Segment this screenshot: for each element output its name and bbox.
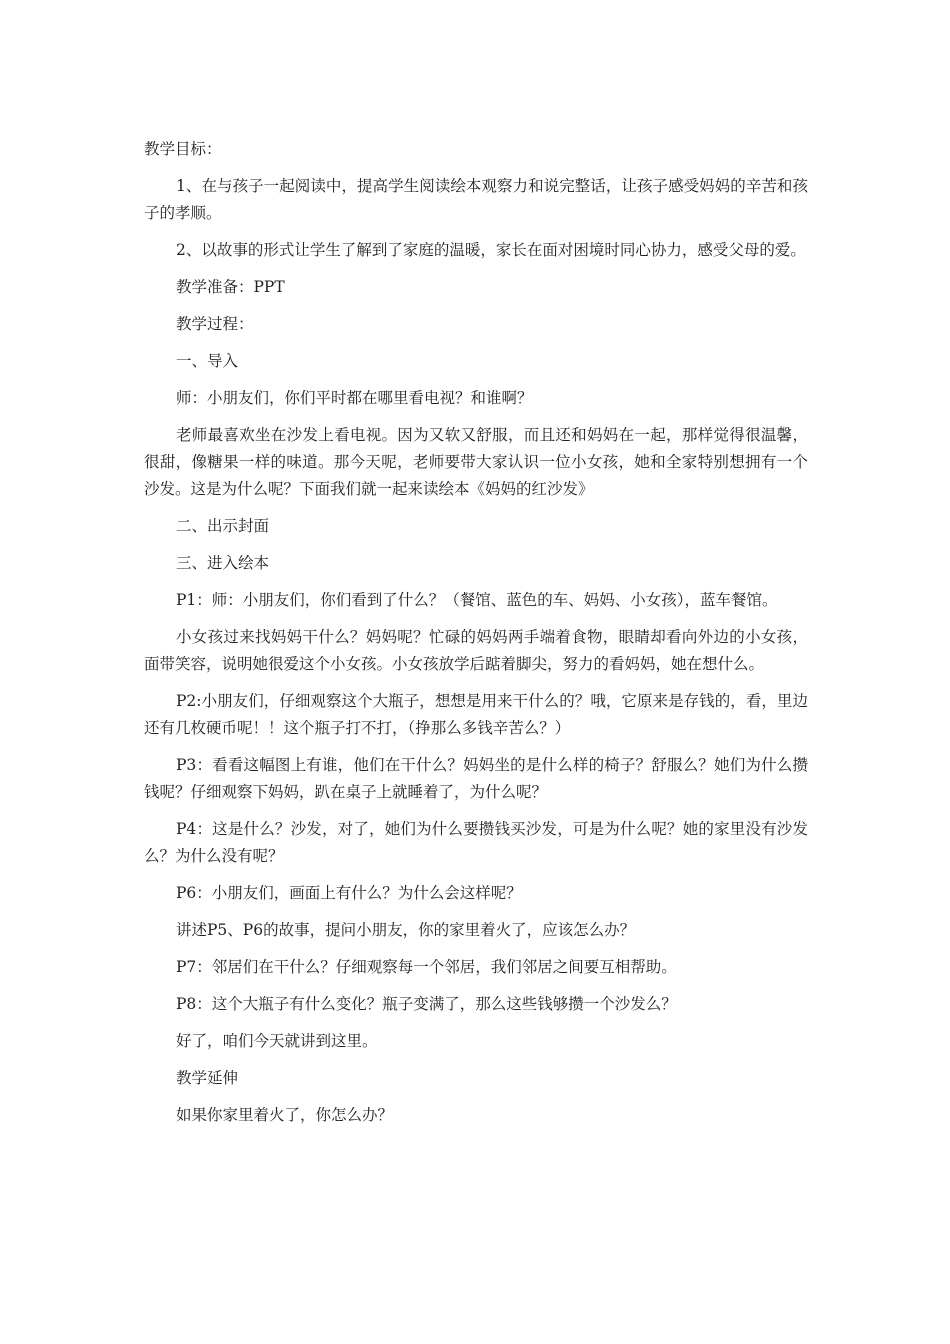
paragraph-p7: P7：邻居们在干什么？仔细观察每一个邻居，我们邻居之间要互相帮助。 [176, 958, 677, 976]
paragraph-p8: P8：这个大瓶子有什么变化？瓶子变满了，那么这些钱够攒一个沙发么？ [176, 995, 677, 1013]
section-teaching-extension: 教学延伸 [176, 1069, 239, 1087]
paragraph-teaching-process: 教学过程： [176, 315, 254, 333]
paragraph-p3: P3：看看这幅图上有谁，他们在干什么？妈妈坐的是什么样的椅子？舒服么？她们为什么攒钱呢？仔细观察下妈妈，趴在桌子上就睡着了，为什么呢？ [144, 756, 808, 801]
paragraph-teaching-prep: 教学准备：PPT [176, 278, 285, 296]
paragraph-goal-1: 1、在与孩子一起阅读中，提高学生阅读绘本观察力和说完整话，让孩子感受妈妈的辛苦和孩子的孝顺。 [144, 177, 808, 222]
paragraph-extension-question: 如果你家里着火了，你怎么办？ [176, 1106, 394, 1124]
paragraph-intro-story: 老师最喜欢坐在沙发上看电视。因为又软又舒服，而且还和妈妈在一起，那样觉得很温馨，很甜，像糖果一样的味道。那今天呢，老师要带大家认识一位小女孩，她和全家特别想拥有一个沙发。这是为什么呢？下面我们就一起来读绘本《妈妈的红沙发》 [144, 426, 808, 498]
paragraph-p6: P6：小朋友们，画面上有什么？为什么会这样呢？ [176, 884, 522, 902]
heading-teaching-goals: 教学目标： [144, 140, 222, 158]
paragraph-teacher-question: 师：小朋友们，你们平时都在哪里看电视？和谁啊？ [176, 389, 533, 407]
paragraph-p1-detail: 小女孩过来找妈妈干什么？妈妈呢？忙碌的妈妈两手端着食物，眼睛却看向外边的小女孩，面带笑容，说明她很爱这个小女孩。小女孩放学后踮着脚尖，努力的看妈妈，她在想什么。 [144, 628, 808, 673]
paragraph-goal-2: 2、以故事的形式让学生了解到了家庭的温暖，家长在面对困境时同心协力，感受父母的爱。 [176, 241, 806, 259]
paragraph-p5-p6-story: 讲述P5、P6的故事，提问小朋友，你的家里着火了，应该怎么办？ [176, 921, 636, 939]
section-intro: 一、导入 [176, 352, 239, 370]
section-show-cover: 二、出示封面 [176, 517, 270, 535]
section-enter-picture-book: 三、进入绘本 [176, 554, 270, 572]
paragraph-p4: P4：这是什么？沙发，对了，她们为什么要攒钱买沙发，可是为什么呢？她的家里没有沙发么？为什么没有呢？ [144, 820, 808, 865]
document-body [144, 136, 808, 1139]
paragraph-p2: P2:小朋友们，仔细观察这个大瓶子，想想是用来干什么的？哦，它原来是存钱的，看，里边还有几枚硬币呢！！这个瓶子打不打，（挣那么多钱辛苦么？） [144, 692, 808, 737]
paragraph-closing: 好了，咱们今天就讲到这里。 [176, 1032, 378, 1050]
paragraph-p1: P1：师：小朋友们，你们看到了什么？（餐馆、蓝色的车、妈妈、小女孩），蓝车餐馆。 [176, 591, 778, 609]
